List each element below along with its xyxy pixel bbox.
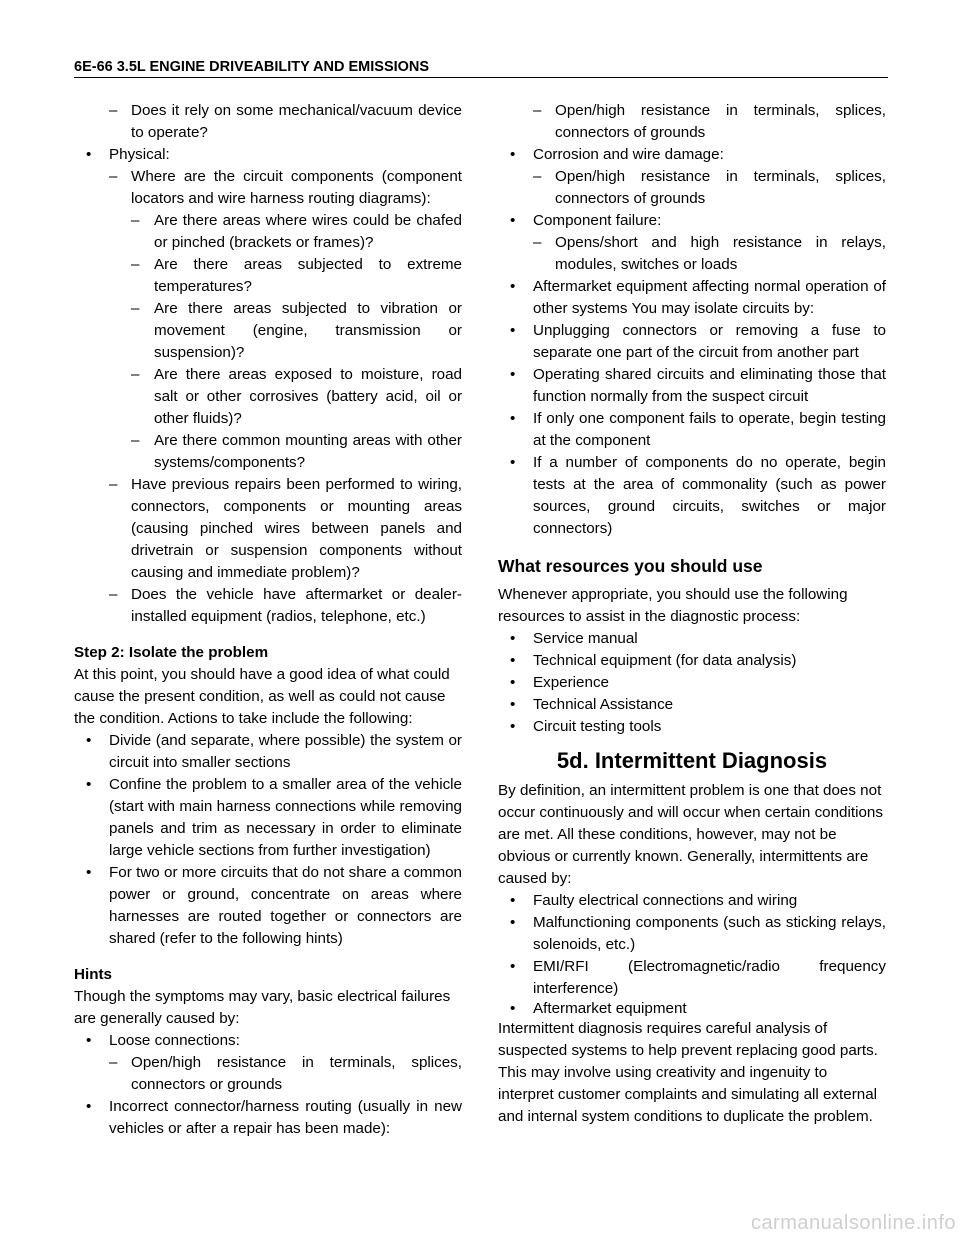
intermittent-text: By definition, an intermittent problem is one that does not occur continuously and will occur when certain conditions are met. All these conditions, however, may not be obvious or currently known. Generally, intermittents are caused by: [498, 782, 883, 887]
list-item: • Technical Assistance [498, 694, 886, 716]
dash-marker: – [109, 476, 118, 493]
list-item: – Are there areas where wires could be chafed or pinched (brackets or frames)? [131, 212, 462, 251]
closing-text: Intermittent diagnosis requires careful analysis of suspected systems to help prevent replacing good parts. This may involve using creativity and ingenuity to interpret customer complaints and simulating all external and internal system conditions to duplicate the problem. [498, 1020, 878, 1125]
dash-marker: – [131, 432, 140, 449]
resources-list [498, 628, 886, 738]
list-item: • EMI/RFI (Electromagnetic/radio frequency interference) [510, 958, 886, 997]
list-item: • For two or more circuits that do not share a common power or ground, concentrate on areas where harnesses are routed together or connectors are shared (refer to the following hints) [86, 864, 462, 947]
hints-list [74, 1030, 462, 1140]
list-item: • Service manual [498, 628, 886, 650]
bullet-marker: • [86, 732, 92, 749]
list-item: • Divide (and separate, where possible) the system or circuit into smaller sections [86, 732, 462, 771]
bullet-marker: • [86, 776, 92, 793]
resources-text: Whenever appropriate, you should use the following resources to assist in the diagnostic process: [498, 586, 848, 625]
list-item: • Physical: [74, 144, 462, 166]
list-item: – Opens/short and high resistance in relays, modules, switches or loads [533, 234, 886, 273]
page-header: 6E-66 3.5L ENGINE DRIVEABILITY AND EMISSIONS [74, 58, 888, 78]
bullet-marker: • [510, 322, 516, 339]
dash-marker: – [109, 1054, 118, 1071]
list-item: • Operating shared circuits and eliminating those that function normally from the suspect circuit [510, 366, 886, 405]
bullet-marker: • [510, 718, 516, 735]
list-item: • Experience [498, 672, 886, 694]
intermittent-heading: 5d. Intermittent Diagnosis [556, 748, 828, 773]
list-item: – Does the vehicle have aftermarket or dealer-installed equipment (radios, telephone, etc.) [109, 586, 462, 625]
bullet-marker: • [510, 630, 516, 647]
list-item: • Malfunctioning components (such as sticking relays, solenoids, etc.) [510, 914, 886, 953]
right-column [498, 100, 886, 1128]
physical-list [74, 100, 462, 628]
step2-text: At this point, you should have a good idea of what could cause the present condition, as well as could not cause the condition. Actions to take include the following: [74, 666, 450, 727]
intermittent-list [498, 890, 886, 1018]
list-item: – Where are the circuit components (component locators and wire harness routing diagrams): [109, 168, 462, 207]
bullet-marker: • [510, 696, 516, 713]
step2-heading: Step 2: Isolate the problem [74, 644, 269, 661]
list-item: – Are there areas exposed to moisture, road salt or other corrosives (battery acid, oil or other fluids)? [131, 366, 462, 427]
hints-text: Though the symptoms may vary, basic electrical failures are generally caused by: [74, 988, 451, 1027]
dash-marker: – [533, 234, 542, 251]
failure-list [498, 100, 886, 540]
list-item: • Loose connections: [74, 1030, 462, 1052]
dash-marker: – [109, 168, 118, 185]
list-item: – Are there areas subjected to extreme temperatures? [131, 256, 462, 295]
bullet-marker: • [510, 958, 516, 975]
dash-marker: – [533, 168, 542, 185]
list-item: – Open/high resistance in terminals, splices, connectors or grounds [109, 1054, 462, 1093]
list-item: • Aftermarket equipment affecting normal operation of other systems You may isolate circuits by: [510, 278, 886, 317]
left-column [74, 100, 462, 1140]
bullet-marker: • [510, 674, 516, 691]
bullet-marker: • [86, 146, 92, 163]
list-item: – Open/high resistance in terminals, splices, connectors of grounds [533, 102, 886, 141]
list-item: – Does it rely on some mechanical/vacuum device to operate? [109, 102, 462, 141]
list-item: • If only one component fails to operate, begin testing at the component [510, 410, 886, 449]
list-item: – Are there areas subjected to vibration or movement (engine, transmission or suspension)? [131, 300, 462, 361]
dash-marker: – [131, 212, 140, 229]
bullet-marker: • [510, 892, 516, 909]
bullet-marker: • [510, 212, 516, 229]
bullet-marker: • [510, 366, 516, 383]
bullet-marker: • [510, 914, 516, 931]
list-item: • Unplugging connectors or removing a fuse to separate one part of the circuit from another part [510, 322, 886, 361]
list-item: – Have previous repairs been performed to wiring, connectors, components or mounting areas (causing pinched wires between panels and drivetrain or suspension components without causing and immediate problem)? [109, 476, 462, 581]
step2-list [74, 730, 462, 950]
bullet-marker: • [86, 1032, 92, 1049]
list-item: • If a number of components do no operate, begin tests at the area of commonality (such as power sources, ground circuits, switches or major connectors) [510, 454, 886, 537]
watermark: carmanualsonline.info [750, 1212, 956, 1234]
bullet-marker: • [510, 146, 516, 163]
dash-marker: – [131, 366, 140, 383]
list-item: • Faulty electrical connections and wiring [498, 890, 886, 912]
list-item: • Technical equipment (for data analysis) [498, 650, 886, 672]
dash-marker: – [109, 586, 118, 603]
bullet-marker: • [86, 1098, 92, 1115]
bullet-marker: • [510, 1000, 516, 1017]
hints-heading: Hints [74, 966, 112, 983]
list-item: – Open/high resistance in terminals, splices, connectors of grounds [533, 168, 886, 207]
list-item: – Are there common mounting areas with other systems/components? [131, 432, 462, 471]
bullet-marker: • [510, 652, 516, 669]
list-item: • Corrosion and wire damage: [498, 144, 886, 166]
bullet-marker: • [510, 278, 516, 295]
list-item: • Circuit testing tools [498, 716, 886, 738]
list-item: • Component failure: [498, 210, 886, 232]
bullet-marker: • [510, 454, 516, 471]
dash-marker: – [131, 300, 140, 317]
list-item: • Confine the problem to a smaller area of the vehicle (start with main harness connections while removing panels and trim as necessary in order to eliminate large vehicle sections from further investigation) [86, 776, 462, 859]
dash-marker: – [131, 256, 140, 273]
bullet-marker: • [86, 864, 92, 881]
list-item: • Incorrect connector/harness routing (usually in new vehicles or after a repair has been made): [86, 1098, 462, 1137]
bullet-marker: • [510, 410, 516, 427]
dash-marker: – [109, 102, 118, 119]
list-item: • Aftermarket equipment [510, 1000, 687, 1017]
dash-marker: – [533, 102, 542, 119]
resources-heading: What resources you should use [498, 556, 763, 576]
